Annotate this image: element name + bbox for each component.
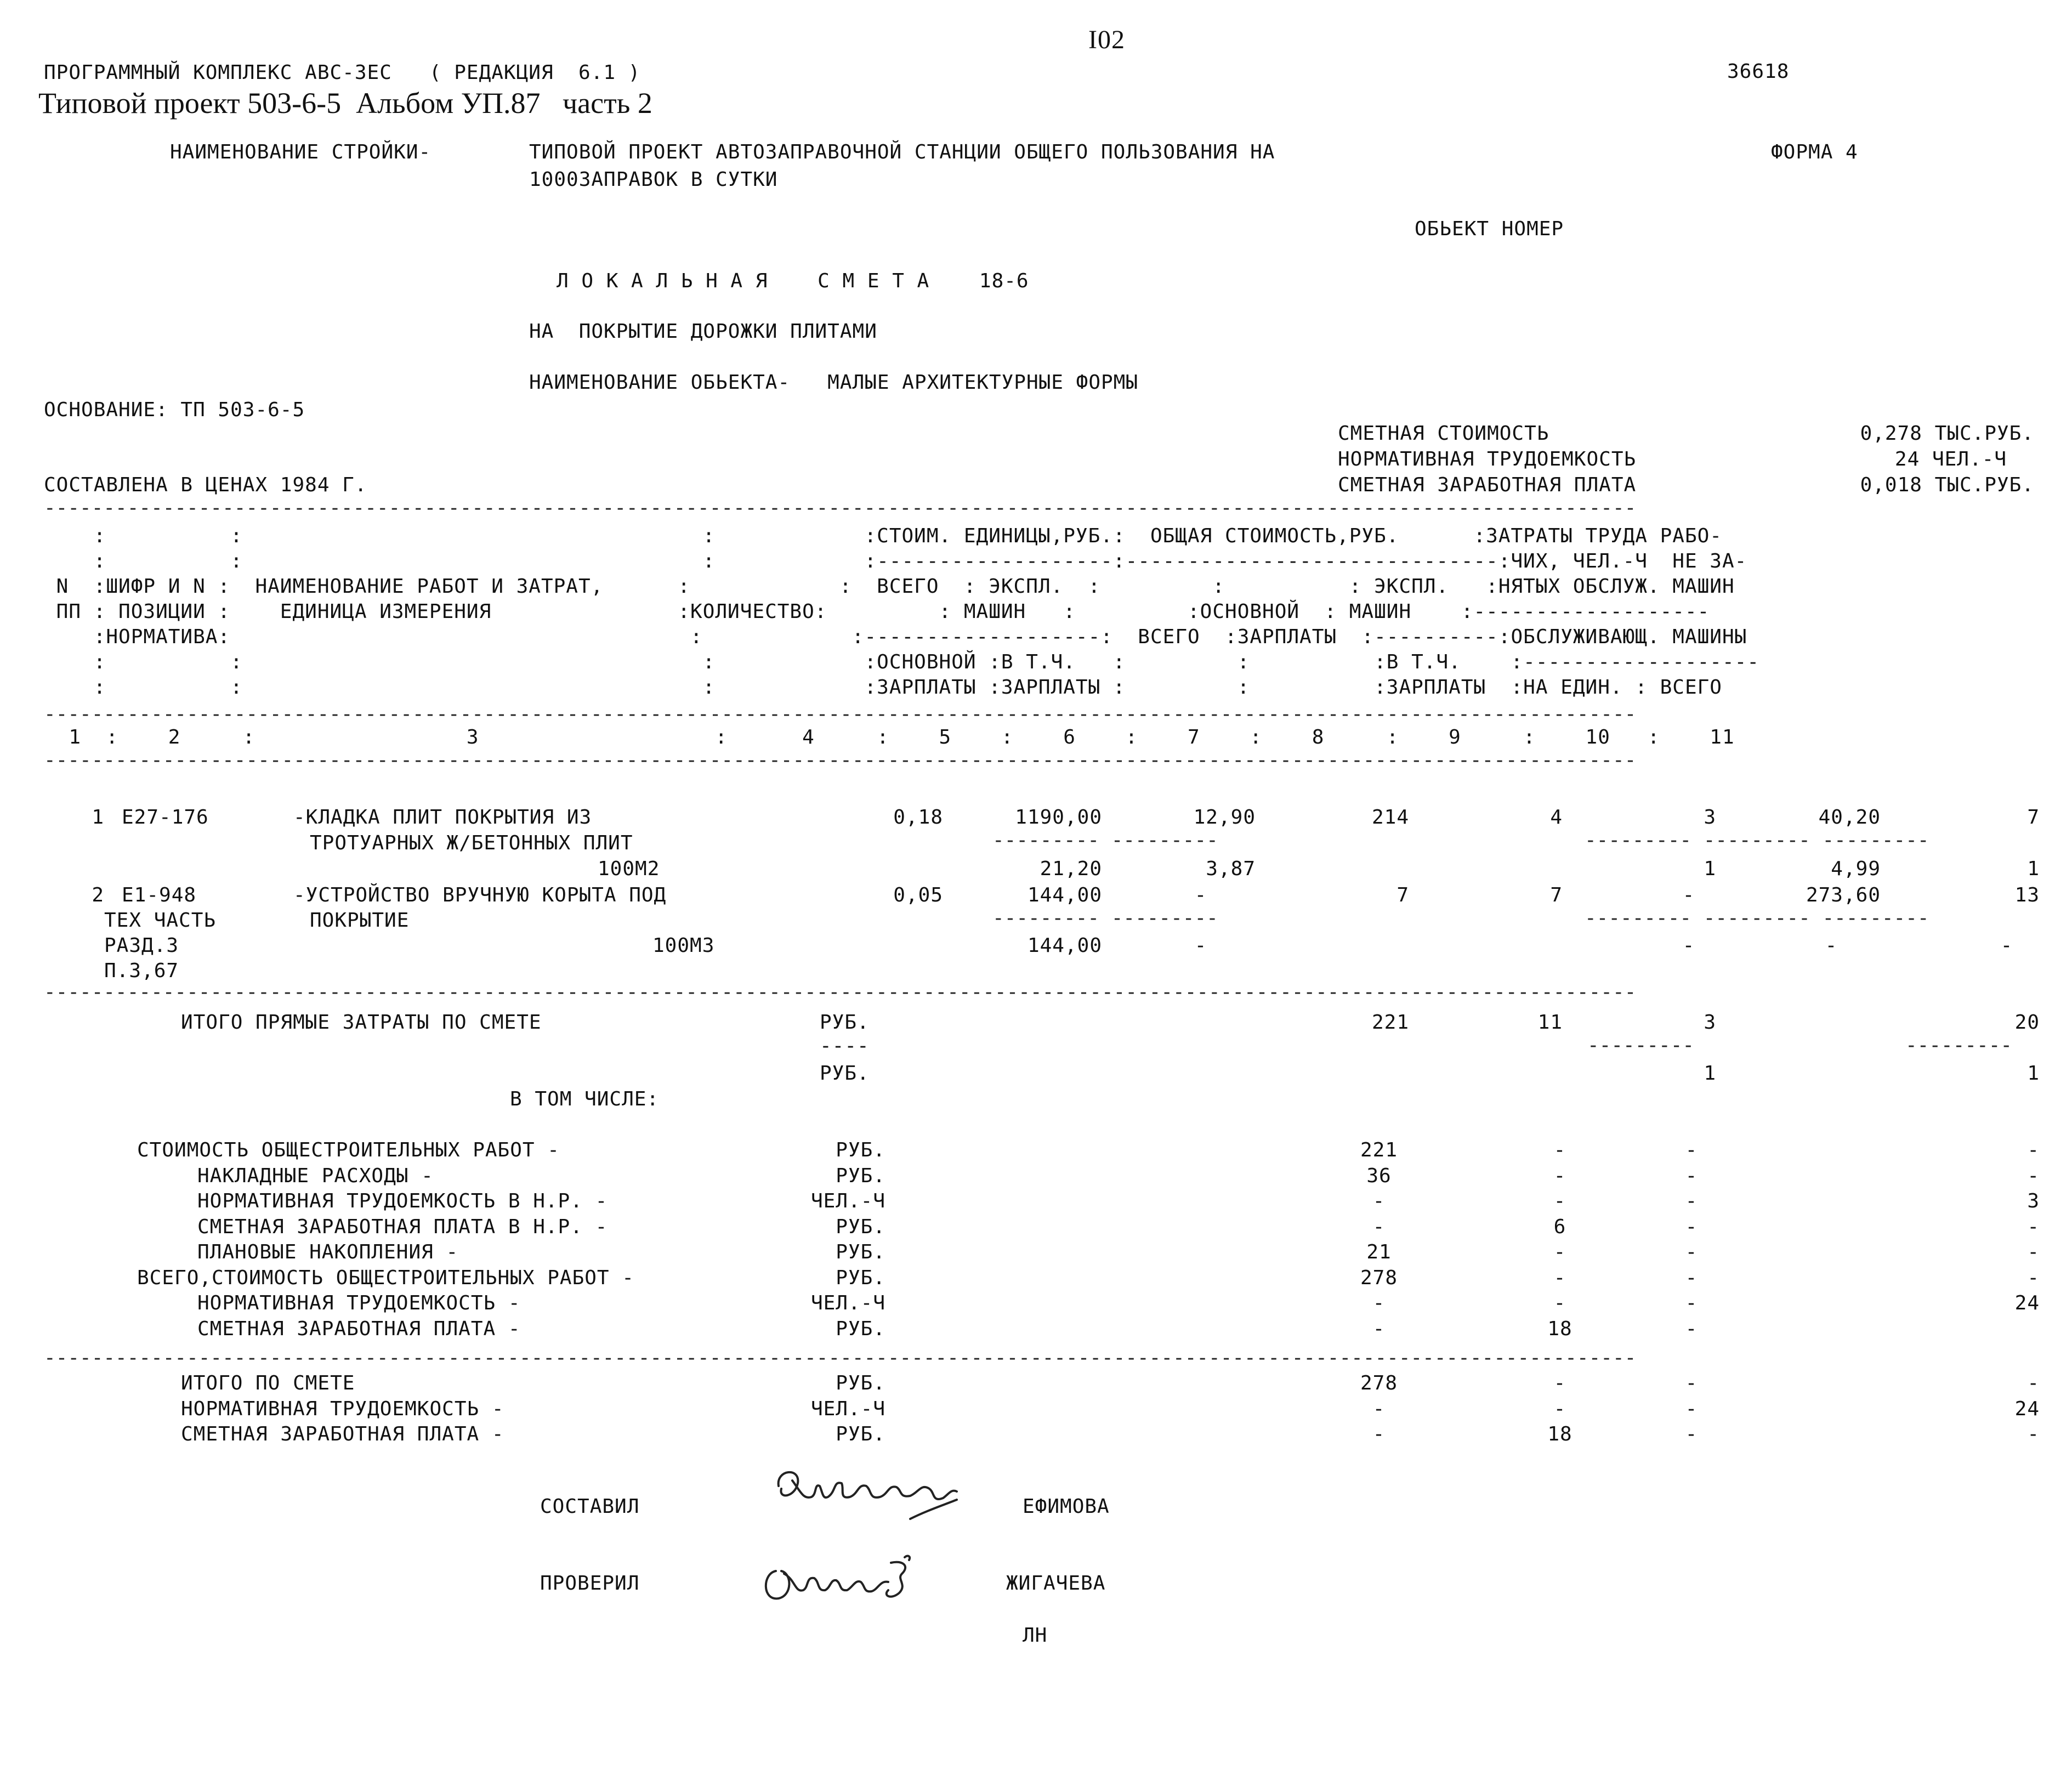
summary-row-label: ПЛАНОВЫЕ НАКОПЛЕНИЯ -	[197, 1241, 459, 1263]
summary-row-unit: РУБ.	[836, 1241, 885, 1263]
sub-rule: --------- ---------	[992, 910, 1218, 927]
item-operator-total: -	[2000, 934, 2013, 957]
item-unit: 100М3	[652, 934, 715, 957]
summary-row-wage: -	[1553, 1190, 1566, 1212]
summary-row-total: -	[1372, 1215, 1386, 1238]
construction-line-1: ТИПОВОЙ ПРОЕКТ АВТОЗАПРАВОЧНОЙ СТАНЦИИ ОБЩЕГО ПОЛЬЗОВАНИЯ НА	[529, 141, 1275, 163]
summary-row-total: 221	[1360, 1139, 1398, 1161]
item-machine-cost: 12,90	[1193, 806, 1256, 829]
sub-rule: --------- ---------	[992, 832, 1218, 849]
item-number: 1	[92, 806, 104, 829]
table-header-line: N :ШИФР И N : НАИМЕНОВАНИЕ РАБОТ И ЗАТРАТ, : : ВСЕГО : ЭКСПЛ. : : : ЭКСПЛ. :НЯТЫХ ОБСЛУЖ. МАШИН	[44, 575, 1735, 598]
item-labor-total: 7	[2027, 806, 2040, 829]
summary-row-unit: РУБ.	[836, 1423, 885, 1445]
summary-row-labor: -	[2027, 1164, 2040, 1187]
item-labor-total: 13	[2014, 884, 2040, 906]
footer-mark: ЛН	[1023, 1624, 1048, 1647]
checked-label: ПРОВЕРИЛ	[540, 1572, 640, 1595]
item-name-cont: ПОКРЫТИЕ	[310, 909, 410, 932]
summary-label-cost: СМЕТНАЯ СТОИМОСТЬ	[1338, 422, 1549, 445]
item-base-wage: 7	[1550, 884, 1563, 906]
summary-value-wage: 0,018 ТЫС.РУБ.	[1860, 474, 2034, 496]
summary-row-label: СМЕТНАЯ ЗАРАБОТНАЯ ПЛАТА -	[181, 1423, 504, 1445]
item-operator-unit: 4,99	[1831, 858, 1881, 880]
summary-row-machine: -	[1685, 1397, 1698, 1420]
object-number: ОБЬЕКТ НОМЕР	[1415, 218, 1564, 240]
basis: ОСНОВАНИЕ: ТП 503-6-5	[44, 399, 305, 421]
summary-label-wage: СМЕТНАЯ ЗАРАБОТНАЯ ПЛАТА	[1338, 474, 1637, 496]
rule-numbers-bottom: --------------------------------------------------------------------------------------------------------------------------------------	[44, 752, 1637, 769]
item-unit-wage: 21,20	[1040, 858, 1102, 880]
direct-costs-unit: РУБ.	[820, 1011, 870, 1034]
summary-row-label: СМЕТНАЯ ЗАРАБОТНАЯ ПЛАТА В Н.Р. -	[197, 1215, 608, 1238]
software-line: ПРОГРАММНЫЙ КОМПЛЕКС АВС-3ЕС ( РЕДАКЦИЯ 6.1 )	[44, 61, 641, 84]
item-operator-total: 1	[2027, 858, 2040, 880]
summary-row-total: -	[1372, 1190, 1386, 1212]
direct-costs-label: ИТОГО ПРЯМЫЕ ЗАТРАТЫ ПО СМЕТЕ	[181, 1011, 542, 1034]
summary-row-label: СТОИМОСТЬ ОБЩЕСТРОИТЕЛЬНЫХ РАБОТ -	[137, 1139, 560, 1161]
summary-row-wage: -	[1553, 1397, 1566, 1420]
summary-row-total: 36	[1366, 1164, 1392, 1187]
summary-row-labor: -	[2027, 1139, 2040, 1161]
summary-row-label: ВСЕГО,СТОИМОСТЬ ОБЩЕСТРОИТЕЛЬНЫХ РАБОТ -	[137, 1266, 634, 1289]
item-unit: 100М2	[598, 858, 660, 880]
direct-costs-unit-dash: ----	[820, 1035, 870, 1057]
compiled-label: СОСТАВИЛ	[540, 1495, 640, 1518]
estimate-title: Л О К А Л Ь Н А Я С М Е Т А 18-6	[557, 270, 1029, 292]
rule-header-bottom: --------------------------------------------------------------------------------------------------------------------------------------	[44, 706, 1637, 723]
item-operator-unit: -	[1825, 934, 1838, 957]
summary-row-machine: -	[1685, 1241, 1698, 1263]
summary-row-wage: -	[1553, 1164, 1566, 1187]
checked-name: ЖИГАЧЕВА	[1006, 1572, 1106, 1595]
sub-rule: --------- --------- ---------	[1585, 832, 1929, 849]
summary-row-wage: -	[1553, 1372, 1566, 1394]
item-machine-total: 3	[1704, 806, 1716, 829]
item-number: 2	[92, 884, 104, 906]
compiled-name: ЕФИМОВА	[1023, 1495, 1110, 1518]
summary-row-machine: -	[1685, 1372, 1698, 1394]
including-label: В ТОМ ЧИСЛЕ:	[510, 1088, 660, 1110]
table-header-line: ПП : ПОЗИЦИИ : ЕДИНИЦА ИЗМЕРЕНИЯ :КОЛИЧЕСТВО: : МАШИН : :ОСНОВНОЙ : МАШИН :-------------------	[44, 600, 1710, 623]
item-unit-cost: 144,00	[1027, 884, 1102, 906]
table-header-line: :НОРМАТИВА: : :-------------------: ВСЕГО :ЗАРПЛАТЫ :----------:ОБСЛУЖИВАЮЩ. МАШИНЫ	[44, 626, 1747, 648]
direct-costs-wage: 11	[1537, 1011, 1563, 1034]
summary-row-labor: 3	[2027, 1190, 2040, 1212]
summary-row-machine: -	[1685, 1266, 1698, 1289]
form-number: ФОРМА 4	[1771, 141, 1858, 163]
estimate-subtitle: НА ПОКРЫТИЕ ДОРОЖКИ ПЛИТАМИ	[529, 320, 877, 343]
summary-row-machine: -	[1685, 1423, 1698, 1445]
page-number: I02	[1088, 25, 1125, 54]
prices-basis: СОСТАВЛЕНА В ЦЕНАХ 1984 Г.	[44, 474, 367, 496]
summary-row-unit: РУБ.	[836, 1139, 885, 1161]
item-code: Е27-176	[122, 806, 209, 829]
object-name: НАИМЕНОВАНИЕ ОБЬЕКТА- МАЛЫЕ АРХИТЕКТУРНЫЕ ФОРМЫ	[529, 371, 1139, 394]
summary-row-total: 278	[1360, 1266, 1398, 1289]
summary-row-wage: 6	[1553, 1215, 1566, 1238]
rule-before-direct: --------------------------------------------------------------------------------------------------------------------------------------	[44, 984, 1637, 1001]
item-code-ref: ТЕХ ЧАСТЬ	[104, 909, 217, 932]
summary-row-total: -	[1372, 1397, 1386, 1420]
item-machine-total: -	[1682, 884, 1695, 906]
construction-label: НАИМЕНОВАНИЕ СТРОЙКИ-	[170, 141, 432, 163]
summary-row-unit: РУБ.	[836, 1317, 885, 1340]
item-machine-wage-total: -	[1682, 934, 1695, 957]
direct-costs-labor: 20	[2014, 1011, 2040, 1034]
summary-row-wage: -	[1553, 1266, 1566, 1289]
summary-row-wage: 18	[1547, 1317, 1573, 1340]
summary-row-labor: -	[2027, 1241, 2040, 1263]
item-qty: 0,05	[893, 884, 943, 906]
construction-line-2: 1000ЗАПРАВОК В СУТКИ	[529, 168, 778, 191]
item-total: 7	[1397, 884, 1409, 906]
sub-rule: ---------	[1905, 1037, 2013, 1054]
summary-row-machine: -	[1685, 1190, 1698, 1212]
summary-row-label: НАКЛАДНЫЕ РАСХОДЫ -	[197, 1164, 434, 1187]
summary-row-unit: ЧЕЛ.-Ч	[810, 1292, 885, 1314]
checked-signature	[751, 1541, 970, 1618]
summary-row-wage: 18	[1547, 1423, 1573, 1445]
summary-row-wage: -	[1553, 1292, 1566, 1314]
summary-row-labor: 24	[2014, 1292, 2040, 1314]
summary-row-label: НОРМАТИВНАЯ ТРУДОЕМКОСТЬ -	[181, 1397, 504, 1420]
summary-row-label: НОРМАТИВНАЯ ТРУДОЕМКОСТЬ В Н.Р. -	[197, 1190, 608, 1212]
item-name: -КЛАДКА ПЛИТ ПОКРЫТИЯ ИЗ	[293, 806, 592, 829]
summary-value-cost: 0,278 ТЫС.РУБ.	[1860, 422, 2034, 445]
summary-row-total: -	[1372, 1292, 1386, 1314]
summary-row-machine: -	[1685, 1292, 1698, 1314]
table-header	[44, 524, 2040, 705]
summary-row-unit: РУБ.	[836, 1266, 885, 1289]
summary-row-label: НОРМАТИВНАЯ ТРУДОЕМКОСТЬ -	[197, 1292, 521, 1314]
summary-row-total: -	[1372, 1423, 1386, 1445]
summary-row-labor: -	[2027, 1423, 2040, 1445]
summary-row-total: 21	[1366, 1241, 1392, 1263]
item-code: Е1-948	[122, 884, 197, 906]
summary-row-unit: РУБ.	[836, 1215, 885, 1238]
doc-code: 36618	[1727, 60, 1790, 83]
summary-row-machine: -	[1685, 1139, 1698, 1161]
item-labor-unit: 273,60	[1806, 884, 1881, 906]
item-machine-wage: 3,87	[1206, 858, 1256, 880]
rule-before-totals: --------------------------------------------------------------------------------------------------------------------------------------	[44, 1350, 1637, 1366]
summary-row-total: -	[1372, 1317, 1386, 1340]
summary-row-labor: -	[2027, 1215, 2040, 1238]
summary-row-machine: -	[1685, 1164, 1698, 1187]
direct-costs-operator: 1	[2027, 1062, 2040, 1085]
summary-label-labor: НОРМАТИВНАЯ ТРУДОЕМКОСТЬ	[1338, 448, 1637, 470]
summary-row-label: ИТОГО ПО СМЕТЕ	[181, 1372, 355, 1394]
sub-rule: --------- --------- ---------	[1585, 910, 1929, 927]
item-code-ref: РАЗД.3	[104, 934, 179, 957]
sub-rule: ---------	[1587, 1037, 1695, 1054]
summary-row-labor: -	[2027, 1372, 2040, 1394]
summary-row-unit: РУБ.	[836, 1372, 885, 1394]
direct-costs-machine: 3	[1704, 1011, 1716, 1034]
item-labor-unit: 40,20	[1818, 806, 1881, 829]
summary-row-machine: -	[1685, 1215, 1698, 1238]
summary-row-machine: -	[1685, 1317, 1698, 1340]
summary-row-wage: -	[1553, 1241, 1566, 1263]
item-base-wage: 4	[1550, 806, 1563, 829]
item-machine-wage: -	[1194, 934, 1207, 957]
summary-row-labor: -	[2027, 1266, 2040, 1289]
column-numbers: 1 : 2 : 3 : 4 : 5 : 6 : 7 : 8 : 9 : 10 : 11	[44, 726, 1735, 748]
project-line: Типовой проект 503-6-5 Альбом УП.87 часть 2	[38, 87, 652, 120]
direct-costs-unit-2: РУБ.	[820, 1062, 870, 1085]
direct-costs-machine-wage: 1	[1704, 1062, 1716, 1085]
item-machine-wage-total: 1	[1704, 858, 1716, 880]
summary-value-labor: 24 ЧЕЛ.-Ч	[1894, 448, 2007, 470]
table-header-line: : : : :СТОИМ. ЕДИНИЦЫ,РУБ.: ОБЩАЯ СТОИМОСТЬ,РУБ. :ЗАТРАТЫ ТРУДА РАБО-	[44, 525, 1722, 547]
summary-row-unit: РУБ.	[836, 1164, 885, 1187]
direct-costs-total: 221	[1371, 1011, 1409, 1034]
item-name-cont: ТРОТУАРНЫХ Ж/БЕТОННЫХ ПЛИТ	[310, 832, 633, 854]
item-unit-wage: 144,00	[1027, 934, 1102, 957]
summary-row-wage: -	[1553, 1139, 1566, 1161]
item-qty: 0,18	[893, 806, 943, 829]
item-total: 214	[1371, 806, 1409, 829]
item-name: -УСТРОЙСТВО ВРУЧНУЮ КОРЫТА ПОД	[293, 884, 667, 906]
table-header-line: : : : :ОСНОВНОЙ :В Т.Ч. : : :В Т.Ч. :-------------------	[44, 651, 1759, 673]
table-header-line: : : : :ЗАРПЛАТЫ :ЗАРПЛАТЫ : : :ЗАРПЛАТЫ :НА ЕДИН. : ВСЕГО	[44, 676, 1722, 699]
item-unit-cost: 1190,00	[1015, 806, 1102, 829]
summary-row-unit: ЧЕЛ.-Ч	[810, 1190, 885, 1212]
item-machine-cost: -	[1194, 884, 1207, 906]
summary-row-label: СМЕТНАЯ ЗАРАБОТНАЯ ПЛАТА -	[197, 1317, 521, 1340]
rule-top: --------------------------------------------------------------------------------------------------------------------------------------	[44, 500, 1637, 517]
summary-row-total: 278	[1360, 1372, 1398, 1394]
summary-row-unit: ЧЕЛ.-Ч	[810, 1397, 885, 1420]
table-header-line: : : : :-------------------:------------------------------:ЧИХ, ЧЕЛ.-Ч НЕ ЗА-	[44, 550, 1747, 572]
item-code-ref: П.3,67	[104, 960, 179, 982]
compiled-signature	[768, 1459, 987, 1541]
summary-row-labor: 24	[2014, 1397, 2040, 1420]
